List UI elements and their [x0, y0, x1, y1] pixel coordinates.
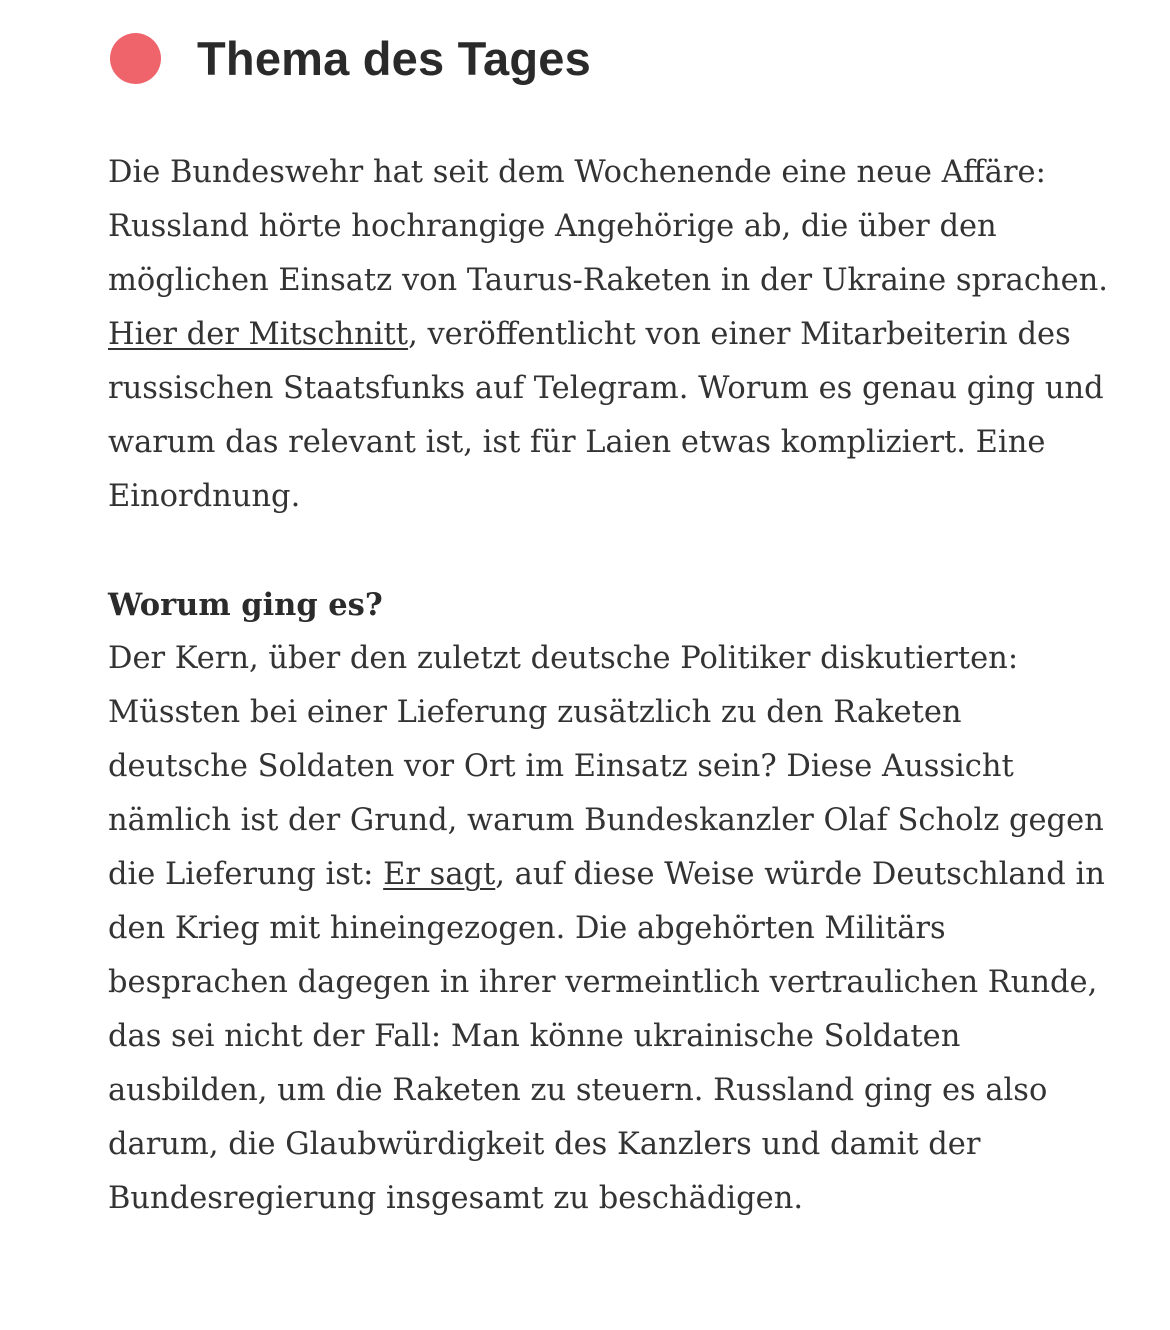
red-dot-icon — [110, 33, 161, 84]
recording-link[interactable]: Hier der Mitschnitt — [108, 317, 409, 352]
article-body — [108, 146, 1108, 1226]
intro-text-before-link: Die Bundeswehr hat seit dem Wochenende eine neue Affäre: Russland hörte hochrangige Angehörige ab, die über den möglichen Einsatz von Taurus-Raketen in der Ukraine sprachen. — [108, 155, 1108, 298]
intro-text-after-link: , veröffentlicht von einer Mitarbeiterin des russischen Staatsfunks auf Telegram. Worum es genau ging und warum das relevant ist, ist für Laien etwas kompliziert. Eine Einordnung. — [108, 317, 1104, 514]
section-header — [110, 26, 591, 90]
explanation-text-before-link: Der Kern, über den zuletzt deutsche Politiker diskutierten: Müssten bei einer Lieferung zusätzlich zu den Raketen deutsche Soldaten vor Ort im Einsatz sein? Diese Aussicht nämlich ist der Grund, warum Bundeskanzler Olaf Scholz gegen die Lieferung ist: — [108, 641, 1104, 892]
scholz-statement-link[interactable]: Er sagt — [383, 857, 496, 892]
explanation-text-after-link: , auf diese Weise würde Deutschland in den Krieg mit hineingezogen. Die abgehörten Militärs besprachen dagegen in ihrer vermeintlich vertraulichen Runde, das sei nicht der Fall: Man könne ukrainische Soldaten ausbilden, um die Raketen zu steuern. Russland ging es also darum, die Glaubwürdigkeit des Kanzlers und damit der Bundesregierung insgesamt zu beschädigen. — [108, 857, 1105, 1216]
intro-paragraph — [108, 146, 1108, 524]
section-title: Thema des Tages — [197, 31, 591, 85]
explanation-paragraph — [108, 632, 1108, 1226]
paragraph-spacer — [108, 524, 1108, 578]
subheading: Worum ging es? — [108, 587, 383, 623]
